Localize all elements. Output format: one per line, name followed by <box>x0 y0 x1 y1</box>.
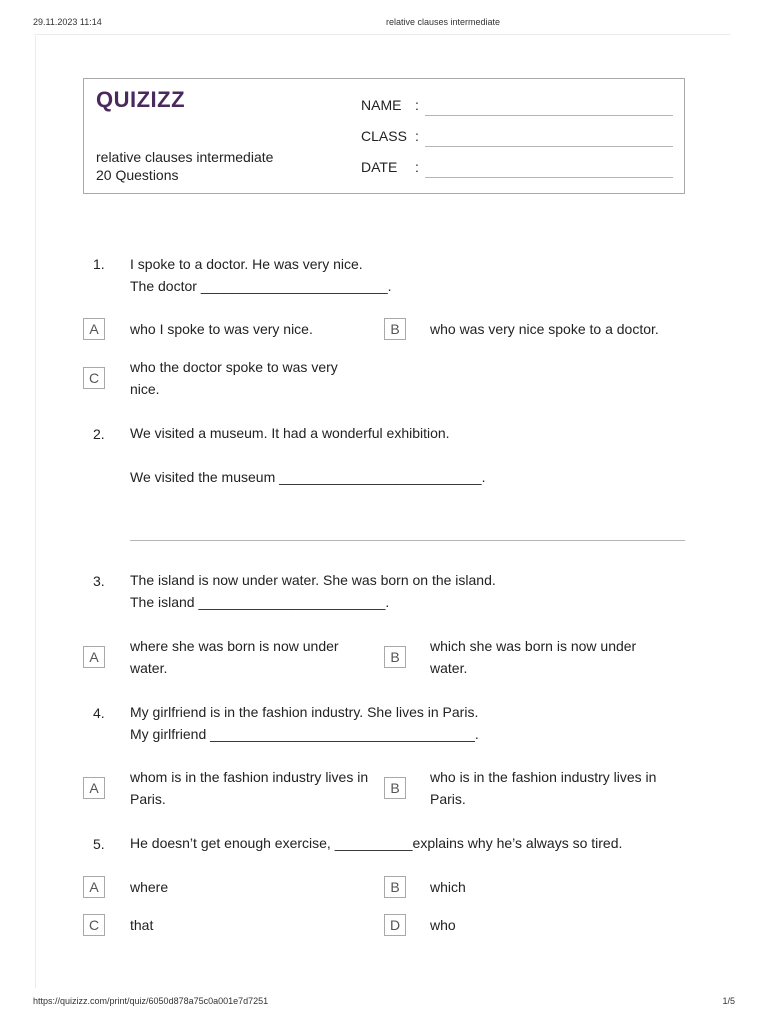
q1-option-b-letter[interactable]: B <box>384 318 406 340</box>
q5-option-d-letter[interactable]: D <box>384 914 406 936</box>
quiz-title: relative clauses intermediate <box>96 149 274 165</box>
name-label: NAME <box>361 97 402 113</box>
q5-option-b-text[interactable]: which <box>430 879 466 895</box>
q5-option-c-text[interactable]: that <box>130 917 154 933</box>
q5-option-c-letter[interactable]: C <box>83 914 105 936</box>
question-5-text: He doesn’t get enough exercise, __________explains why he’s always so tired. <box>130 835 623 851</box>
name-field[interactable] <box>361 95 673 117</box>
quizizz-logo: QUIZIZZ <box>96 87 186 112</box>
print-datetime: 29.11.2023 11:14 <box>33 17 102 27</box>
q4-option-a-text[interactable]: whom is in the fashion industry lives in Paris. <box>130 769 369 807</box>
q2-answer-line[interactable] <box>130 540 685 541</box>
question-4-text: My girlfriend is in the fashion industry. She lives in Paris. My girlfriend __________________________________. <box>130 704 479 742</box>
print-title: relative clauses intermediate <box>385 17 501 27</box>
question-1-number: 1. <box>93 256 105 272</box>
print-page-number: 1/5 <box>722 996 735 1006</box>
class-label: CLASS <box>361 128 407 144</box>
class-field[interactable] <box>361 126 673 148</box>
question-3-number: 3. <box>93 573 105 589</box>
q4-option-b-letter[interactable]: B <box>384 777 406 799</box>
q5-option-b-letter[interactable]: B <box>384 876 406 898</box>
q5-option-a-text[interactable]: where <box>130 879 169 895</box>
date-field[interactable] <box>361 157 673 179</box>
date-line <box>425 177 673 178</box>
question-5-number: 5. <box>93 836 105 852</box>
name-colon: : <box>415 97 419 113</box>
q5-option-a-letter[interactable]: A <box>83 876 105 898</box>
class-line <box>425 146 673 147</box>
quiz-header-box <box>83 78 685 194</box>
print-url[interactable]: https://quizizz.com/print/quiz/6050d878a75c0a001e7d7251 <box>33 996 269 1006</box>
q3-option-b-text[interactable]: which she was born is now under water. <box>430 638 637 676</box>
date-colon: : <box>415 159 419 175</box>
q1-option-c-letter[interactable]: C <box>83 367 105 389</box>
q1-option-b-text[interactable]: who was very nice spoke to a doctor. <box>430 321 659 337</box>
q5-option-d-text[interactable]: who <box>430 917 456 933</box>
name-line <box>425 115 673 116</box>
question-3-text: The island is now under water. She was born on the island. The island ________________________. <box>130 572 496 610</box>
top-divider <box>34 34 730 35</box>
date-label: DATE <box>361 159 398 175</box>
left-divider <box>35 36 36 988</box>
question-2-number: 2. <box>93 426 105 442</box>
question-count: 20 Questions <box>96 167 179 183</box>
question-4-number: 4. <box>93 705 105 721</box>
q3-option-b-letter[interactable]: B <box>384 646 406 668</box>
q1-option-c-text[interactable]: who the doctor spoke to was very nice. <box>130 359 338 397</box>
q1-option-a-letter[interactable]: A <box>83 318 105 340</box>
class-colon: : <box>415 128 419 144</box>
q4-option-b-text[interactable]: who is in the fashion industry lives in Paris. <box>430 769 657 807</box>
question-2-text: We visited a museum. It had a wonderful exhibition. We visited the museum __________________________. <box>130 425 486 485</box>
question-1-text: I spoke to a doctor. He was very nice. The doctor ________________________. <box>130 256 392 294</box>
q3-option-a-text[interactable]: where she was born is now under water. <box>130 638 339 676</box>
q4-option-a-letter[interactable]: A <box>83 777 105 799</box>
q3-option-a-letter[interactable]: A <box>83 646 105 668</box>
q1-option-a-text[interactable]: who I spoke to was very nice. <box>130 321 313 337</box>
